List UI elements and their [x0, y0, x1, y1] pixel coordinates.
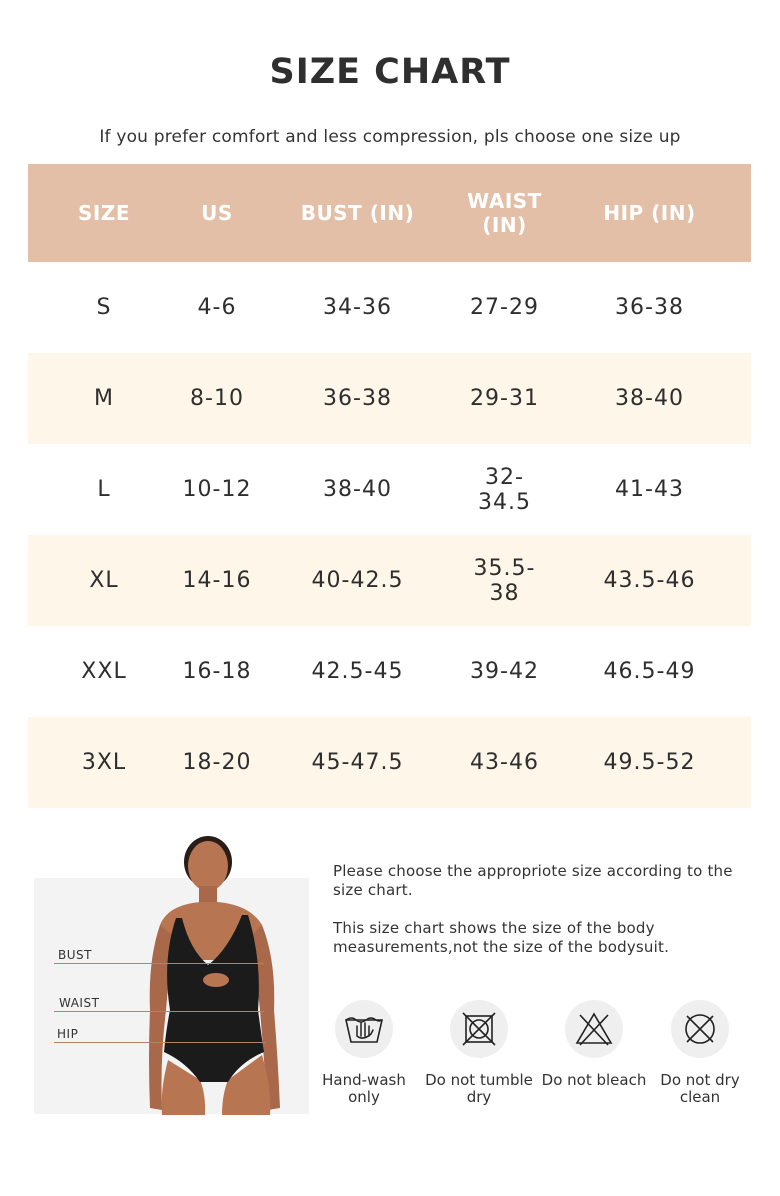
header-bust: BUST (IN): [300, 201, 415, 225]
bust-cell: 42.5-45: [311, 659, 404, 684]
care-item-no-bleach: [534, 1000, 654, 1089]
care-item-no-tumble-dry: [419, 1000, 539, 1106]
us-cell: 8-10: [190, 386, 244, 411]
header-waist: WAIST (IN): [467, 189, 542, 237]
us-cell: 10-12: [182, 477, 252, 502]
do-not-tumble-dry-icon: [450, 1000, 508, 1058]
hand-wash-icon: [335, 1000, 393, 1058]
us-cell: 16-18: [182, 659, 252, 684]
table-row: [28, 717, 751, 808]
waist-cell: 39-42: [470, 659, 539, 684]
bust-cell: 45-47.5: [311, 750, 404, 775]
bust-label: BUST: [58, 948, 92, 962]
table-row: [28, 262, 751, 353]
care-label: Hand-wash only: [322, 1071, 406, 1106]
hip-cell: 49.5-52: [603, 750, 696, 775]
us-cell: 18-20: [182, 750, 252, 775]
waist-cell: 35.5-38: [473, 555, 536, 606]
care-label: Do not tumble dry: [425, 1071, 533, 1106]
hip-cell: 38-40: [615, 386, 684, 411]
care-label: Do not dry clean: [660, 1071, 740, 1106]
size-cell: S: [96, 295, 112, 320]
us-cell: 4-6: [197, 295, 237, 320]
size-cell: M: [94, 386, 114, 411]
bust-cell: 34-36: [323, 295, 392, 320]
waist-cell: 29-31: [470, 386, 539, 411]
us-cell: 14-16: [182, 568, 252, 593]
waist-label: WAIST: [59, 996, 100, 1010]
hip-cell: 46.5-49: [603, 659, 696, 684]
measurement-note-text: This size chart shows the size of the body measurements,not the size of the bodysuit.: [333, 919, 670, 956]
table-header: [28, 164, 751, 262]
care-label: Do not bleach: [541, 1071, 647, 1089]
table-row: [28, 353, 751, 444]
do-not-bleach-icon: [565, 1000, 623, 1058]
hip-label: HIP: [57, 1027, 79, 1041]
header-us: US: [201, 201, 233, 225]
hip-cell: 43.5-46: [603, 568, 696, 593]
care-item-no-dry-clean: [640, 1000, 760, 1106]
size-cell: XXL: [81, 659, 127, 684]
table-row: [28, 444, 751, 535]
size-cell: 3XL: [81, 750, 127, 775]
bust-cell: 36-38: [323, 386, 392, 411]
header-hip: HIP (IN): [603, 201, 696, 225]
page-title: SIZE CHART: [269, 52, 511, 92]
waist-cell: 32-34.5: [478, 464, 531, 515]
bust-cell: 38-40: [323, 477, 392, 502]
table-row: [28, 626, 751, 717]
hip-cell: 36-38: [615, 295, 684, 320]
header-size: SIZE: [77, 201, 130, 225]
page-subtitle: If you prefer comfort and less compression, pls choose one size up: [99, 127, 681, 147]
care-item-hand-wash: [304, 1000, 424, 1106]
size-table: [28, 164, 751, 808]
size-cell: XL: [89, 568, 119, 593]
size-advice-text: Please choose the appropriote size according to the size chart.: [333, 862, 733, 899]
table-row: [28, 535, 751, 626]
waist-cell: 27-29: [470, 295, 539, 320]
size-cell: L: [97, 477, 111, 502]
bust-cell: 40-42.5: [311, 568, 404, 593]
waist-cell: 43-46: [470, 750, 539, 775]
hip-cell: 41-43: [615, 477, 684, 502]
do-not-dry-clean-icon: [671, 1000, 729, 1058]
